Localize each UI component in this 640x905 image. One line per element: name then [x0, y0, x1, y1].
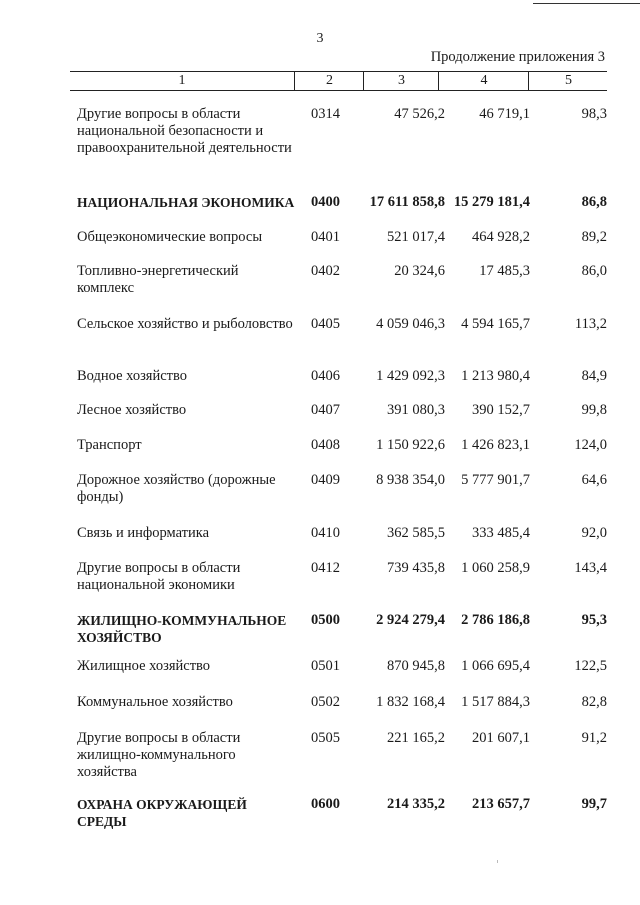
- row-name: Другие вопросы в области национальной экономики: [77, 560, 241, 593]
- row-value-col5: 98,3: [581, 106, 607, 122]
- row-value-col4: 1 213 980,4: [461, 368, 530, 384]
- row-name: НАЦИОНАЛЬНАЯ ЭКОНОМИКА: [77, 195, 295, 210]
- row-value-col3: 870 945,8: [387, 658, 445, 674]
- row-value-col4: 15 279 181,4: [453, 194, 530, 210]
- row-code: 0409: [311, 472, 340, 488]
- row-value-col5: 124,0: [574, 437, 607, 453]
- appendix-title: Продолжение приложения 3: [430, 49, 605, 65]
- row-value-col5: 99,8: [581, 402, 607, 418]
- scan-speck: [497, 860, 498, 863]
- row-code: 0407: [311, 402, 340, 418]
- row-value-col3: 214 335,2: [387, 796, 445, 812]
- row-value-col5: 84,9: [581, 368, 607, 384]
- row-name: Топливно-энергетический комплекс: [77, 263, 239, 296]
- row-value-col5: 95,3: [581, 612, 607, 628]
- row-value-col3: 8 938 354,0: [376, 472, 445, 488]
- header-col-3: 3: [363, 72, 439, 90]
- row-value-col3: 391 080,3: [387, 402, 445, 418]
- header-col-2: 2: [294, 72, 364, 90]
- row-name: Другие вопросы в области жилищно-коммунального хозяйства: [77, 730, 241, 780]
- row-value-col4: 17 485,3: [479, 263, 530, 279]
- table-header: [70, 71, 607, 91]
- row-value-col5: 92,0: [581, 525, 607, 541]
- row-value-col3: 20 324,6: [394, 263, 445, 279]
- row-code: 0401: [311, 229, 340, 245]
- row-code: 0405: [311, 316, 340, 332]
- row-value-col4: 46 719,1: [479, 106, 530, 122]
- row-value-col4: 2 786 186,8: [461, 612, 530, 628]
- row-code: 0400: [311, 194, 340, 210]
- row-value-col5: 99,7: [581, 796, 607, 812]
- row-name: Дорожное хозяйство (дорожные фонды): [77, 472, 276, 505]
- row-code: 0501: [311, 658, 340, 674]
- row-name: Коммунальное хозяйство: [77, 694, 233, 710]
- row-value-col3: 17 611 858,8: [369, 194, 445, 210]
- row-value-col5: 91,2: [581, 730, 607, 746]
- row-code: 0505: [311, 730, 340, 746]
- row-code: 0412: [311, 560, 340, 576]
- row-value-col4: 1 426 823,1: [461, 437, 530, 453]
- row-name: Транспорт: [77, 437, 142, 453]
- row-code: 0406: [311, 368, 340, 384]
- row-value-col4: 201 607,1: [472, 730, 530, 746]
- row-value-col4: 1 517 884,3: [461, 694, 530, 710]
- row-code: 0502: [311, 694, 340, 710]
- row-value-col4: 1 060 258,9: [461, 560, 530, 576]
- row-value-col3: 4 059 046,3: [376, 316, 445, 332]
- row-value-col3: 1 832 168,4: [376, 694, 445, 710]
- row-value-col5: 86,0: [581, 263, 607, 279]
- row-value-col5: 143,4: [574, 560, 607, 576]
- row-name: Жилищное хозяйство: [77, 658, 211, 674]
- row-value-col5: 89,2: [581, 229, 607, 245]
- row-value-col4: 1 066 695,4: [461, 658, 530, 674]
- row-name: Другие вопросы в области национальной безопасности и правоохранительной деятельности: [77, 106, 292, 156]
- row-name: ЖИЛИЩНО-КОММУНАЛЬНОЕ ХОЗЯЙСТВО: [77, 613, 287, 645]
- row-value-col4: 333 485,4: [472, 525, 530, 541]
- row-value-col3: 1 429 092,3: [376, 368, 445, 384]
- row-value-col5: 64,6: [581, 472, 607, 488]
- row-name: Общеэкономические вопросы: [77, 229, 263, 245]
- row-value-col4: 390 152,7: [472, 402, 530, 418]
- row-name: Связь и информатика: [77, 525, 210, 541]
- row-name: ОХРАНА ОКРУЖАЮЩЕЙ СРЕДЫ: [77, 797, 247, 829]
- header-col-5: 5: [528, 72, 608, 90]
- row-value-col3: 739 435,8: [387, 560, 445, 576]
- row-name: Лесное хозяйство: [77, 402, 187, 418]
- row-value-col3: 1 150 922,6: [376, 437, 445, 453]
- row-code: 0410: [311, 525, 340, 541]
- row-name: Сельское хозяйство и рыболовство: [77, 316, 293, 332]
- row-value-col5: 82,8: [581, 694, 607, 710]
- row-code: 0600: [311, 796, 340, 812]
- row-code: 0500: [311, 612, 340, 628]
- header-col-1: 1: [178, 73, 186, 88]
- row-value-col4: 4 594 165,7: [461, 316, 530, 332]
- row-name: Водное хозяйство: [77, 368, 188, 384]
- row-value-col5: 86,8: [581, 194, 607, 210]
- row-value-col3: 47 526,2: [394, 106, 445, 122]
- row-value-col4: 213 657,7: [472, 796, 530, 812]
- row-value-col5: 113,2: [574, 316, 607, 332]
- header-col-4: 4: [438, 72, 529, 90]
- row-value-col5: 122,5: [574, 658, 607, 674]
- row-value-col3: 362 585,5: [387, 525, 445, 541]
- row-code: 0314: [311, 106, 340, 122]
- page-number: 3: [316, 31, 324, 46]
- row-value-col4: 5 777 901,7: [461, 472, 530, 488]
- corner-mark: [533, 3, 640, 4]
- row-value-col3: 521 017,4: [387, 229, 445, 245]
- row-value-col3: 221 165,2: [387, 730, 445, 746]
- row-code: 0402: [311, 263, 340, 279]
- row-value-col3: 2 924 279,4: [376, 612, 445, 628]
- row-value-col4: 464 928,2: [472, 229, 530, 245]
- row-code: 0408: [311, 437, 340, 453]
